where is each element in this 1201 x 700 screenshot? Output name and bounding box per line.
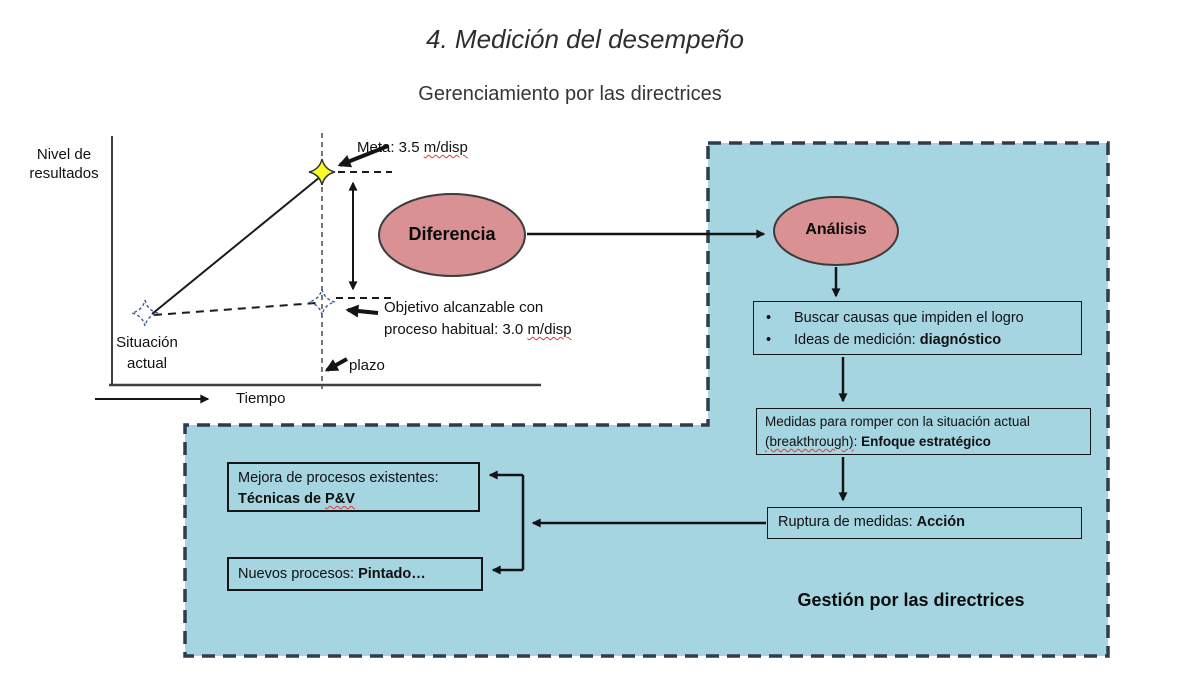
objetivo-pointer-arrow [348,310,378,313]
goal-trend-line [152,177,320,314]
mejora-box [227,462,480,512]
situacion-label [103,332,191,374]
nuevos-box [227,557,483,591]
bullet-icon: • [766,310,772,326]
objetivo-line1: Objetivo alcanzable con [384,299,544,316]
gestion-region-title: Gestión por las directrices [797,590,1025,610]
medidas-line1: Medidas para romper con la situación actual [765,414,1030,429]
bullet-icon: • [766,332,772,348]
causas-item-2-text [794,329,1001,351]
y-axis-label-line1: Nivel de [36,146,92,163]
meta-annotation [357,138,468,158]
objetivo-line2-text: proceso habitual: 3.0 [384,321,528,338]
medidas-box [756,408,1091,455]
medidas-bold: Enfoque estratégico [861,434,991,449]
situacion-line1: Situación [116,334,178,351]
ruptura-bold: Acción [916,514,965,530]
meta-star-icon [309,159,335,185]
habitual-trend-dashed-line [154,303,316,315]
situacion-line2: actual [126,355,168,372]
causas-item-1 [762,307,1075,329]
ruptura-prefix: Ruptura de medidas: [778,514,917,530]
objetivo-line2 [384,319,572,341]
x-axis-label: Tiempo [236,390,286,407]
medidas-sep: : [853,434,862,449]
nuevos-prefix: Nuevos procesos: [238,566,359,582]
objetivo-unit: m/disp [527,321,572,338]
causas-box [753,301,1082,355]
mejora-line1: Mejora de procesos existentes: [238,470,439,486]
analisis-label: Análisis [805,221,867,238]
causas-item-1-text: Buscar causas que impiden el logro [794,310,1024,326]
nuevos-bold: Pintado… [358,566,426,582]
mejora-pv: P&V [325,491,355,507]
diferencia-label: Diferencia [408,224,496,244]
medidas-breakthrough: (breakthrough) [765,434,854,449]
page-title: 4. Medición del desempeño [426,24,744,54]
plazo-label: plazo [349,357,385,374]
objetivo-annotation [384,297,572,341]
medidas-line2 [765,432,1090,452]
objetivo-star-icon [309,289,335,315]
y-axis-label-line2: resultados [29,165,99,182]
causas-item-2-bold: diagnóstico [919,332,1002,348]
causas-item-2 [762,329,1075,351]
page-subtitle: Gerenciamiento por las directrices [418,83,722,105]
causas-item-2-prefix: Ideas de medición: [794,332,920,348]
meta-unit: m/disp [423,139,468,156]
ruptura-box [767,507,1082,539]
y-axis-label [24,145,104,183]
meta-text: Meta: 3.5 [357,139,424,156]
mejora-line2-prefix: Técnicas de [238,491,326,507]
plazo-pointer-arrow [327,359,347,370]
mejora-line2 [238,489,478,510]
